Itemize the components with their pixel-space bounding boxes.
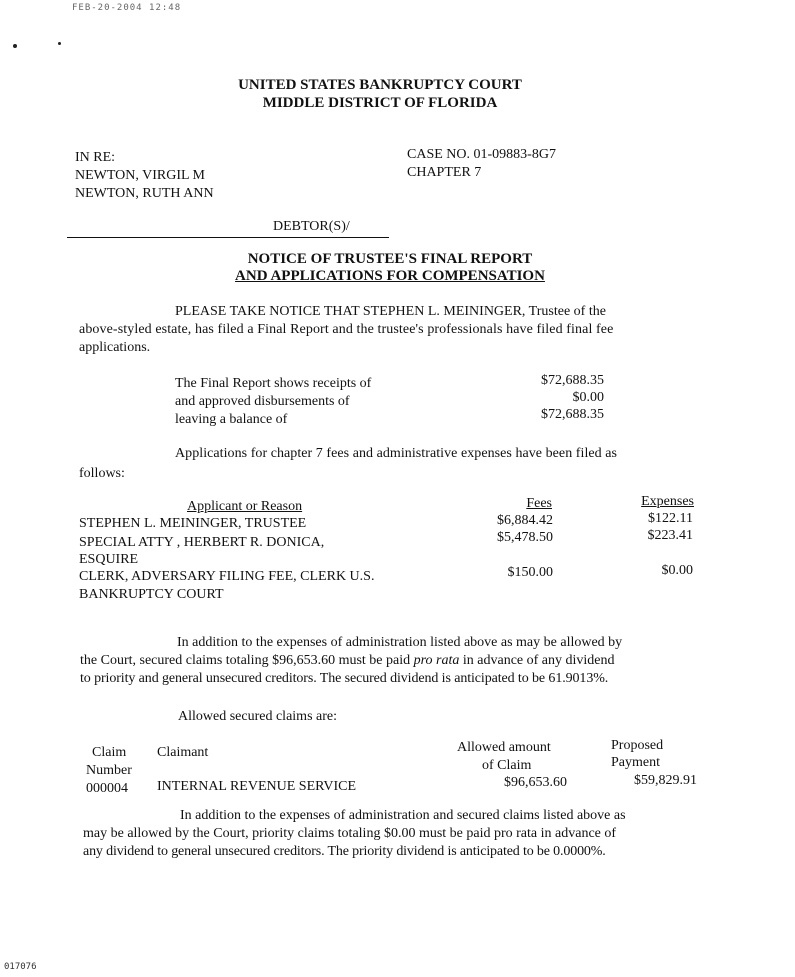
claims-header-proposed: Proposed [611, 738, 664, 753]
fee-applicant: BANKRUPTCY COURT [79, 587, 224, 602]
court-district: MIDDLE DISTRICT OF FLORIDA [262, 95, 498, 111]
expense-amount: $122.11 [648, 511, 693, 526]
fees-header-applicant: Applicant or Reason [187, 499, 303, 514]
notice-title: NOTICE OF TRUSTEE'S FINAL REPORT [247, 251, 533, 267]
secured-line: to priority and general unsecured creditors. The secured dividend is anticipated to be 61.9013%. [80, 671, 609, 686]
fee-applicant: ESQUIRE [79, 552, 139, 567]
fee-applicant: CLERK, ADVERSARY FILING FEE, CLERK U.S. [79, 569, 375, 584]
fee-applicant: STEPHEN L. MEININGER, TRUSTEE [79, 516, 307, 531]
allowed-secured-label: Allowed secured claims are: [178, 709, 337, 724]
secured-line: In addition to the expenses of administration listed above as may be allowed by [177, 635, 623, 650]
claimant-name: INTERNAL REVENUE SERVICE [157, 779, 357, 794]
priority-line: may be allowed by the Court, priority claims totaling $0.00 must be paid pro rata in advance of [83, 826, 617, 841]
claims-header-allowed: Allowed amount [457, 740, 551, 755]
case-number: CASE NO. 01-09883-8G7 [407, 147, 556, 162]
summary-amount: $0.00 [572, 390, 604, 405]
secured-text: in advance of any dividend [459, 653, 615, 668]
summary-label: and approved disbursements of [175, 394, 350, 409]
expense-amount: $223.41 [647, 528, 693, 543]
intro-line: above-styled estate, has filed a Final Report and the trustee's professionals have filed final fee [79, 322, 614, 337]
summary-label: The Final Report shows receipts of [175, 376, 372, 391]
page-code: 017076 [4, 962, 37, 972]
notice-subtitle: AND APPLICATIONS FOR COMPENSATION [235, 268, 545, 284]
pro-rata-italic: pro rata [413, 653, 460, 668]
debtors-label: DEBTOR(S)/ [273, 219, 350, 234]
allowed-amount: $96,653.60 [504, 775, 567, 790]
intro-line: applications. [79, 340, 151, 355]
claims-header-claim: Claim [92, 745, 127, 760]
claims-header-payment: Payment [611, 755, 660, 770]
fax-header: FEB-20-2004 12:48 [72, 3, 182, 13]
scan-speck [13, 44, 17, 48]
priority-line: In addition to the expenses of administration and secured claims listed above as [180, 808, 626, 823]
applications-intro: Applications for chapter 7 fees and administrative expenses have been filed as [175, 446, 618, 461]
fee-amount: $6,884.42 [497, 513, 553, 528]
fees-header-expenses: Expenses [641, 494, 694, 509]
intro-line: PLEASE TAKE NOTICE THAT STEPHEN L. MEININGER, Trustee of the [175, 304, 606, 319]
debtor-name: NEWTON, RUTH ANN [75, 186, 214, 201]
debtor-name: NEWTON, VIRGIL M [75, 168, 206, 183]
caption-rule [67, 237, 389, 238]
summary-label: leaving a balance of [175, 412, 288, 427]
fees-header-fees: Fees [526, 496, 552, 511]
fee-applicant: SPECIAL ATTY , HERBERT R. DONICA, [79, 535, 325, 550]
court-name: UNITED STATES BANKRUPTCY COURT [238, 77, 522, 93]
fee-amount: $5,478.50 [497, 530, 553, 545]
claims-header-claimant: Claimant [157, 745, 209, 760]
summary-amount: $72,688.35 [541, 407, 604, 422]
claims-header-allowed: of Claim [482, 758, 532, 773]
claim-number: 000004 [86, 781, 128, 796]
claims-header-number: Number [86, 763, 132, 778]
summary-amount: $72,688.35 [541, 373, 604, 388]
applications-intro: follows: [79, 466, 125, 481]
chapter: CHAPTER 7 [407, 165, 482, 180]
priority-line: any dividend to general unsecured creditors. The priority dividend is anticipated to be 0.0000%. [83, 844, 606, 859]
proposed-payment: $59,829.91 [634, 773, 697, 788]
fee-amount: $150.00 [507, 565, 553, 580]
in-re-label: IN RE: [75, 150, 116, 165]
secured-text: the Court, secured claims totaling $96,653.60 must be paid [80, 653, 414, 668]
secured-line [80, 653, 615, 669]
expense-amount: $0.00 [661, 563, 693, 578]
scan-speck [58, 42, 61, 45]
